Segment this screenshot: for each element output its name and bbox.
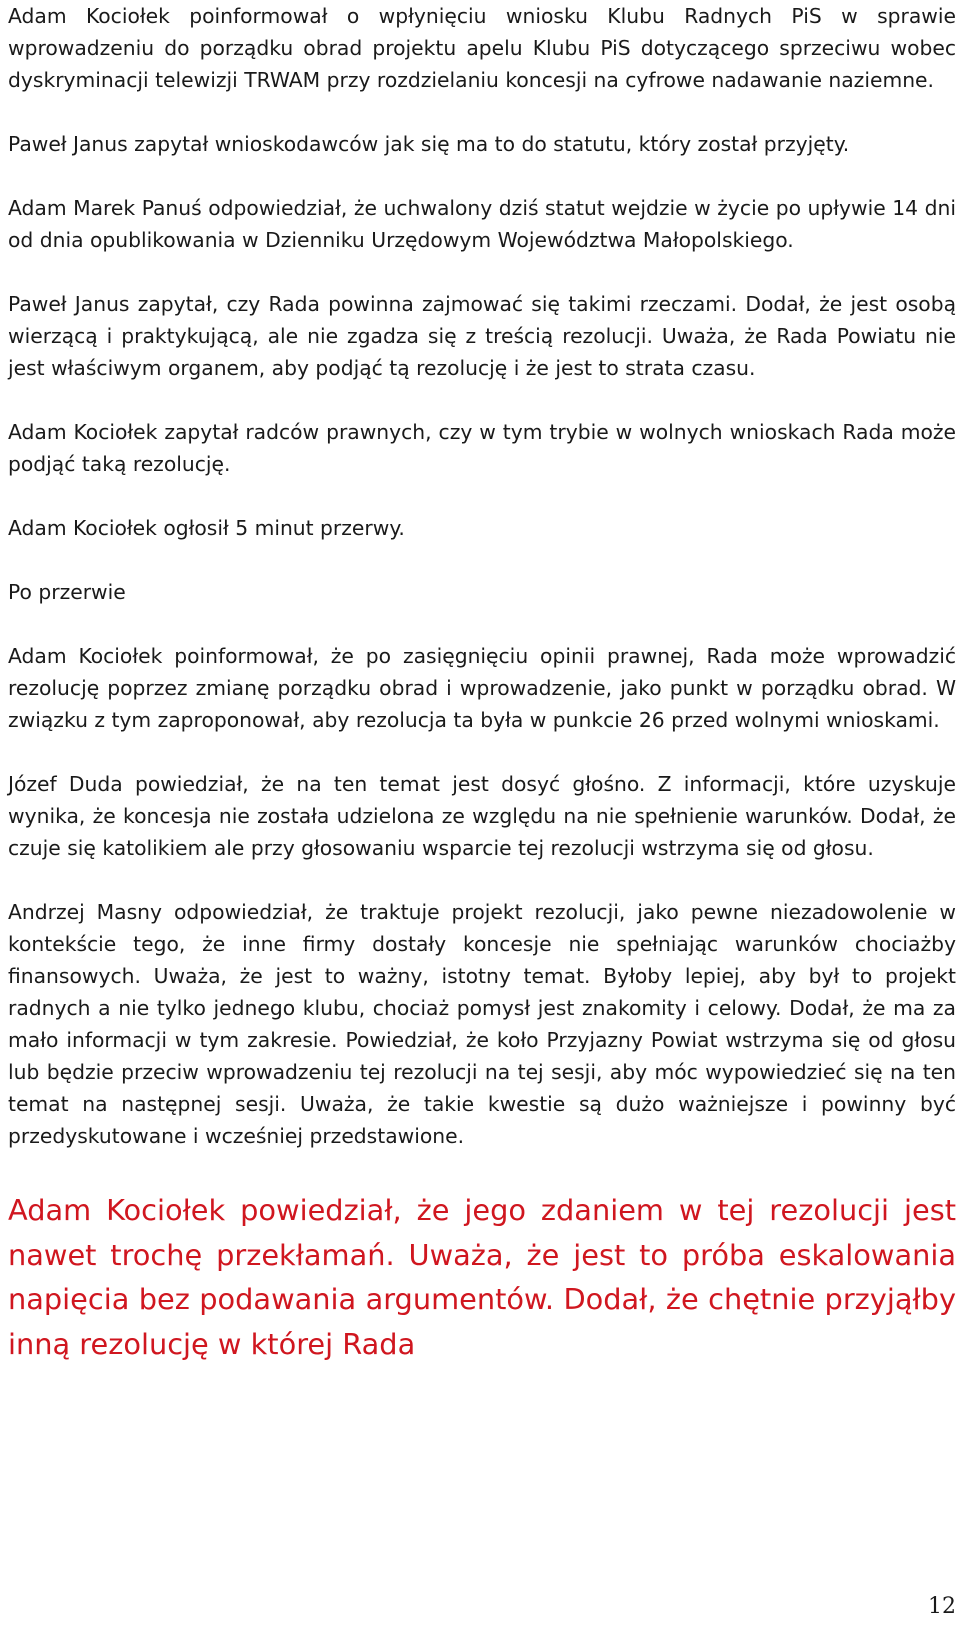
paragraph: Paweł Janus zapytał wnioskodawców jak się ma to do statutu, który został przyjęty. [8,132,850,156]
paragraph: Adam Kociołek poinformował o wpłynięciu wniosku Klubu Radnych PiS w sprawie wprowadzeniu do porządku obrad projektu apelu Klubu PiS dotyczącego sprzeciwu wobec dyskryminacji telewizji TRWAM przy rozdzielaniu koncesji na cyfrowe nadawanie naziemne. [8,4,956,92]
paragraph: Adam Kociołek zapytał radców prawnych, czy w tym trybie w wolnych wnioskach Rada może podjąć taką rezolucję. [8,420,956,476]
highlighted-paragraph: Adam Kociołek powiedział, że jego zdaniem w tej rezolucji jest nawet trochę przekłamań. Uważa, że jest to próba eskalowania napięcia bez podawania argumentów. Dodał, że chętnie przyjąłby inną rezolucję w której Rada [8,1193,956,1361]
paragraph: Adam Kociołek poinformował, że po zasięgnięciu opinii prawnej, Rada może wprowadzić rezolucję poprzez zmianę porządku obrad i wprowadzenie, jako punkt w porządku obrad. W związku z tym zaproponował, aby rezolucja ta była w punkcie 26 przed wolnymi wnioskami. [8,644,956,732]
paragraph: Józef Duda powiedział, że na ten temat jest dosyć głośno. Z informacji, które uzyskuje wynika, że koncesja nie została udzielona ze względu na nie spełnienie warunków. Dodał, że czuje się katolikiem ale przy głosowaniu wsparcie tej rezolucji wstrzyma się od głosu. [8,772,956,860]
paragraph: Adam Marek Panuś odpowiedział, że uchwalony dziś statut wejdzie w życie po upływie 14 dni od dnia opublikowania w Dzienniku Urzędowym Województwa Małopolskiego. [8,196,956,252]
paragraph: Paweł Janus zapytał, czy Rada powinna zajmować się takimi rzeczami. Dodał, że jest osobą wierzącą i praktykującą, ale nie zgadza się z treścią rezolucji. Uważa, że Rada Powiatu nie jest właściwym organem, aby podjąć tą rezolucję i że jest to strata czasu. [8,292,956,380]
page-number: 12 [928,1594,956,1619]
paragraph: Adam Kociołek ogłosił 5 minut przerwy. [8,516,405,540]
document-body [8,0,956,1366]
paragraph: Po przerwie [8,580,126,604]
paragraph: Andrzej Masny odpowiedział, że traktuje projekt rezolucji, jako pewne niezadowolenie w kontekście tego, że inne firmy dostały koncesje nie spełniając warunków chociażby finansowych. Uważa, że jest to ważny, istotny temat. Byłoby lepiej, aby był to projekt radnych a nie tylko jednego klubu, chociaż pomysł jest znakomity i celowy. Dodał, że ma za mało informacji w tym zakresie. Powiedział, że koło Przyjazny Powiat wstrzyma się od głosu lub będzie przeciw wprowadzeniu tej rezolucji na tej sesji, aby móc wypowiedzieć się na ten temat na następnej sesji. Uważa, że takie kwestie są dużo ważniejsze i powinny być przedyskutowane i wcześniej przedstawione. [8,900,956,1148]
